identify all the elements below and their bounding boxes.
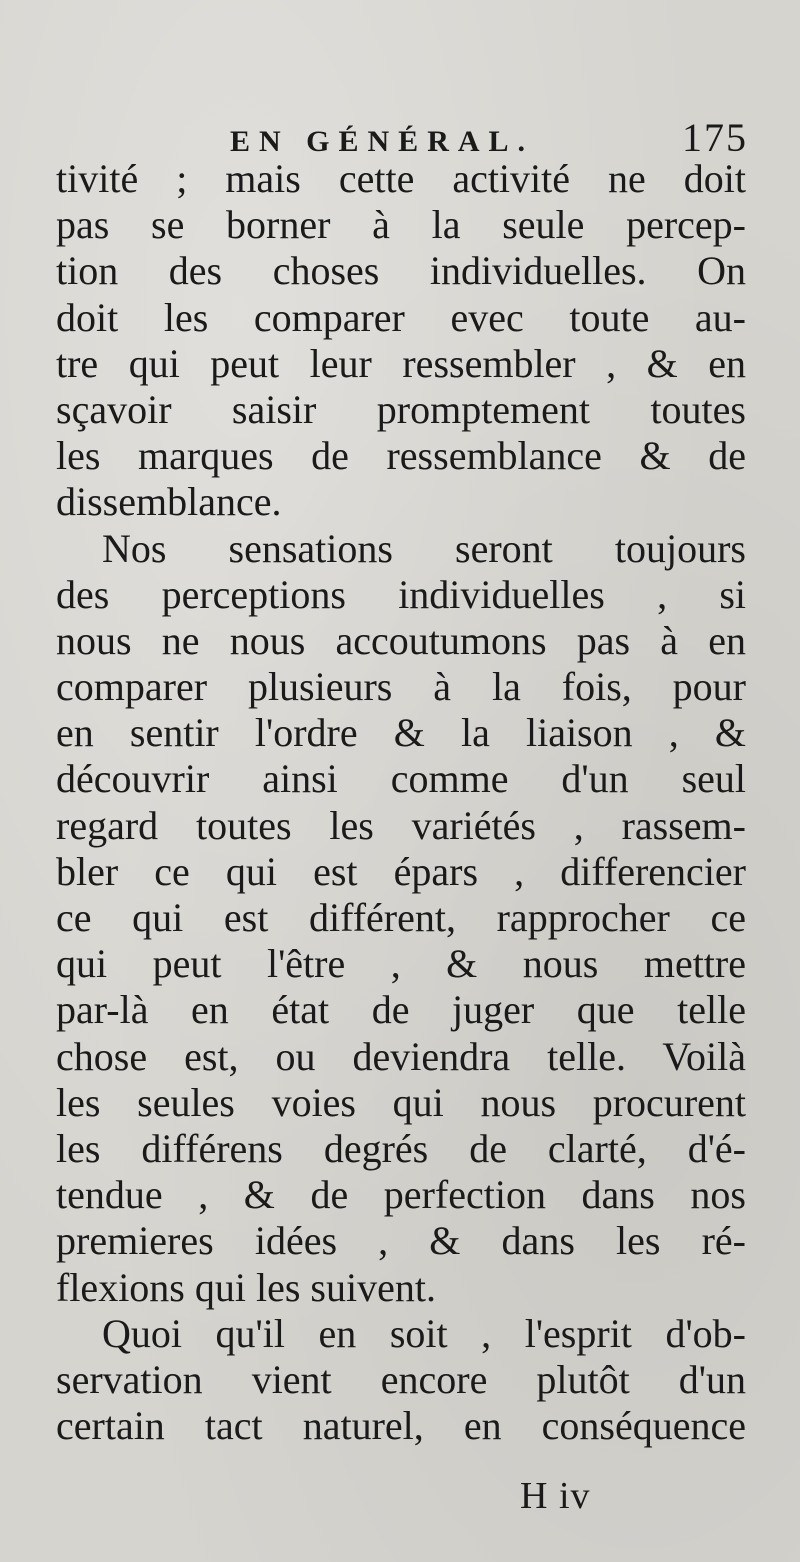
text-line: doit les comparer evec toute au- [56, 294, 746, 340]
text-line: tendue , & de perfection dans nos [56, 1172, 746, 1218]
text-line: découvrir ainsi comme d'un seul [56, 756, 746, 802]
running-head [230, 114, 748, 162]
text-line: en sentir l'ordre & la liaison , & [56, 710, 746, 756]
text-line: pas se borner à la seule percep- [56, 202, 746, 248]
paragraph-start-line: Nos sensations seront toujours [102, 525, 746, 571]
text-line: comparer plusieurs à la fois, pour [56, 664, 746, 710]
text-line: les seules voies qui nous procurent [56, 1079, 746, 1125]
text-line: chose est, ou deviendra telle. Voilà [56, 1033, 746, 1079]
text-line: tre qui peut leur ressembler , & en [56, 340, 746, 386]
text-line: nous ne nous accoutumons pas à en [56, 617, 746, 663]
text-line: tion des choses individuelles. On [56, 248, 746, 294]
text-line: les différens degrés de clarté, d'é- [56, 1125, 746, 1171]
paragraph-start-line: Quoi qu'il en soit , l'esprit d'ob- [102, 1310, 746, 1356]
text-line: flexions qui les suivent. [56, 1264, 436, 1310]
text-line: des perceptions individuelles , si [56, 571, 746, 617]
text-line: bler ce qui est épars , differencier [56, 848, 746, 894]
text-line: tivité ; mais cette activité ne doit [56, 156, 746, 201]
text-line: qui peut l'être , & nous mettre [56, 941, 746, 987]
text-line: premieres idées , & dans les ré- [56, 1218, 746, 1264]
signature-mark: H iv [520, 1475, 591, 1517]
text-line: ce qui est différent, rapprocher ce [56, 895, 746, 940]
text-line: dissemblance. [56, 479, 282, 525]
page-number: 175 [682, 115, 748, 160]
text-line: certain tact naturel, en conséquence [56, 1403, 746, 1449]
text-line: par-là en état de juger que telle [56, 987, 746, 1033]
text-line: les marques de ressemblance & de [56, 433, 746, 479]
running-title: EN GÉNÉRAL. [230, 125, 535, 158]
text-line: regard toutes les variétés , rassem- [56, 802, 746, 848]
text-line: sçavoir saisir promptement toutes [56, 386, 746, 432]
text-line: servation vient encore plutôt d'un [56, 1356, 746, 1402]
body-text [56, 156, 746, 1449]
